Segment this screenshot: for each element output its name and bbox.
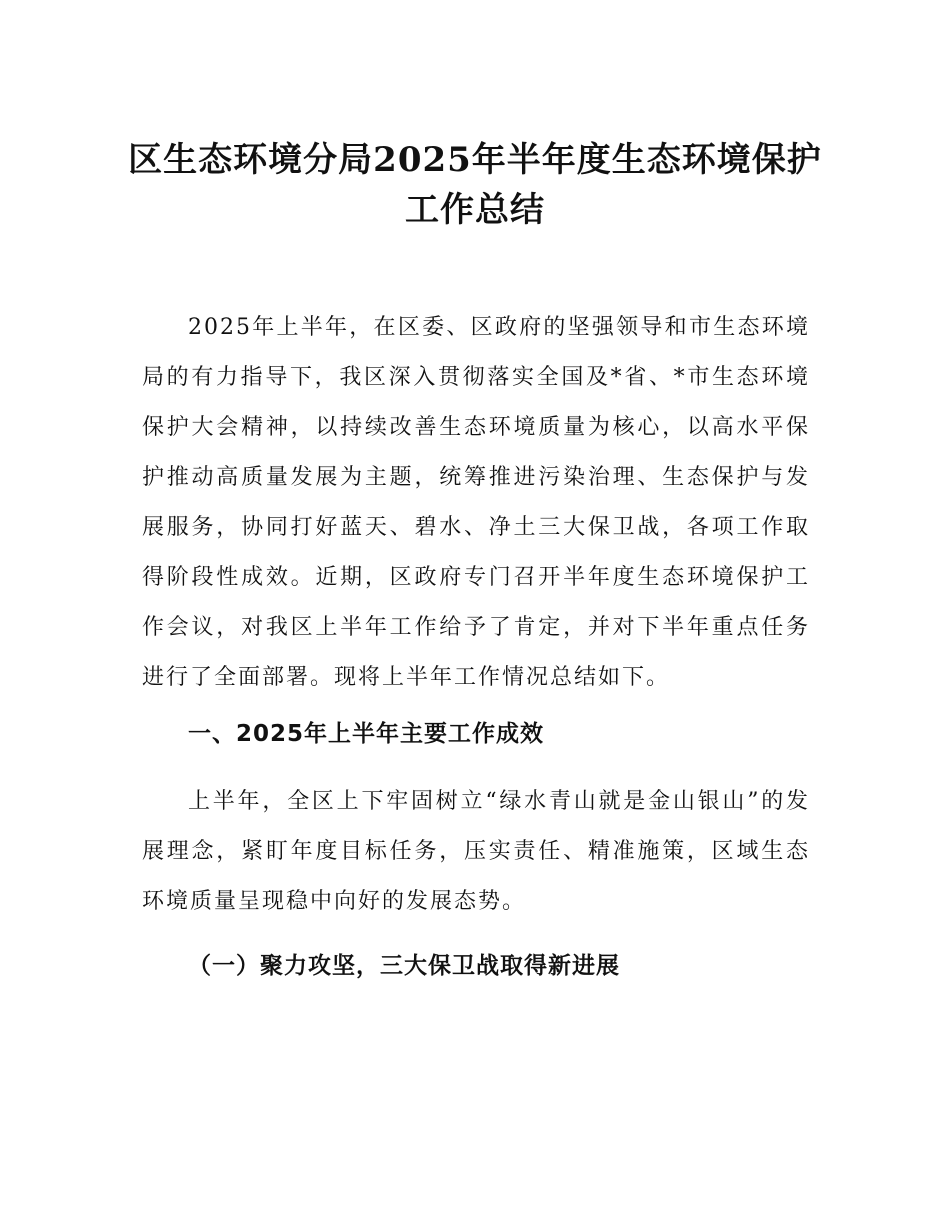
document-title bbox=[120, 135, 830, 235]
intro-paragraph: 2025年上半年，在区委、区政府的坚强领导和市生态环境局的有力指导下，我区深入贯彻落实全国及*省、*市生态环境保护大会精神，以持续改善生态环境质量为核心，以高水平保护推动高质量发展为主题，统筹推进污染治理、生态保护与发展服务，协同打好蓝天、碧水、净土三大保卫战，各项工作取得阶段性成效。近期，区政府专门召开半年度生态环境保护工作会议，对我区上半年工作给予了肯定，并对下半年重点任务进行了全面部署。现将上半年工作情况总结如下。 bbox=[142, 315, 810, 690]
title-line-2: 工作总结 bbox=[405, 189, 545, 230]
section-1-paragraph: 上半年，全区上下牢固树立“绿水青山就是金山银山”的发展理念，紧盯年度目标任务，压实责任、精准施策，区域生态环境质量呈现稳中向好的发展态势。 bbox=[142, 789, 810, 914]
title-line-1: 区生态环境分局2025年半年度生态环境保护 bbox=[128, 139, 822, 180]
section-heading-1: 一、2025年上半年主要工作成效 bbox=[188, 721, 545, 747]
subsection-heading-1: （一）聚力攻坚，三大保卫战取得新进展 bbox=[188, 953, 620, 979]
